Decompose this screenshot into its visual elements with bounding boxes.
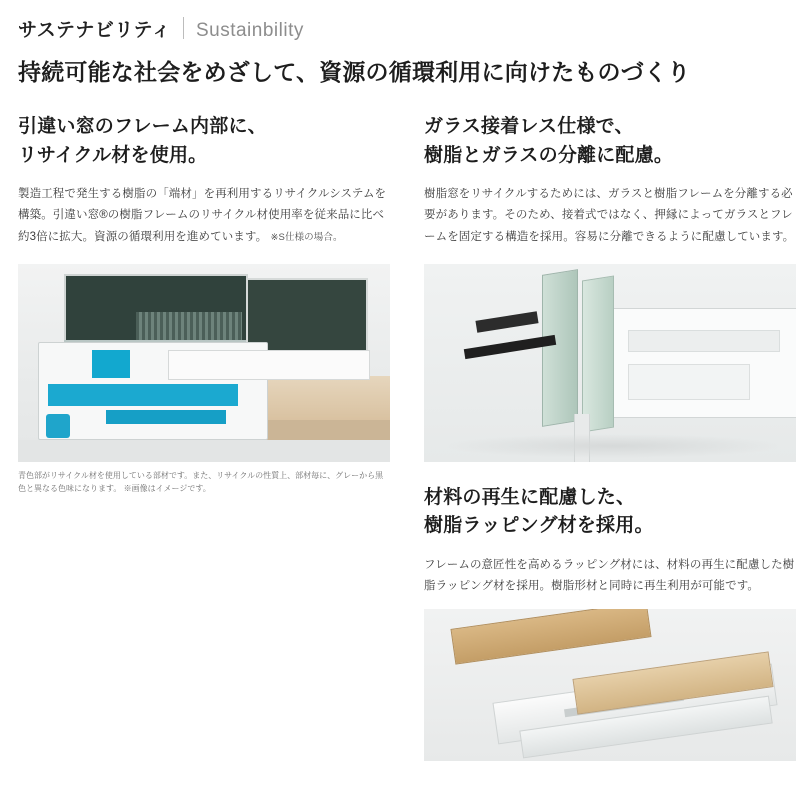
section-1-title-line1: 引違い窓のフレーム内部に、 [18, 116, 267, 137]
header-title-jp: サステナビリティ [18, 20, 171, 41]
figure1-hatch-detail [136, 312, 242, 342]
section-3-title-line1: 材料の再生に配慮した、 [424, 486, 636, 508]
figure2-shadow [448, 434, 778, 458]
section-2-figure [424, 264, 796, 462]
column-right [424, 113, 796, 761]
section-2-title [424, 113, 796, 170]
header-title-en: Sustainbility [195, 20, 304, 41]
content-columns [18, 113, 795, 761]
figure2-resin-frame [610, 308, 796, 418]
figure2-glass-pane-2 [582, 275, 614, 432]
header-divider [183, 17, 184, 39]
figure1-recycled-part-4 [106, 410, 226, 424]
figure1-recycled-part-3 [46, 414, 70, 438]
section-1-figure-caption: 青色部がリサイクル材を使用している部材です。また、リサイクルの性質上、部材毎に、グレーから黒色と異なる色味になります。 ※画像はイメージです。 [18, 470, 384, 493]
figure1-floor [18, 440, 390, 462]
page-headline: 持続可能な社会をめざして、資源の循環利用に向けたものづくり [18, 59, 691, 85]
figure2-frame-cavity-1 [628, 330, 780, 352]
figure2-glass-pane-1 [542, 269, 578, 427]
section-1-figure [18, 264, 390, 495]
column-left [18, 113, 390, 761]
wrapping-material-image [424, 609, 796, 761]
section-1-body-note: ※S仕様の場合。 [270, 231, 343, 243]
section-2-body: 樹脂窓をリサイクルするためには、ガラスと樹脂フレームを分離する必要があります。そのため、接着式ではなく、押縁によってガラスとフレームを固定する構造を採用。容易に分離できるように配慮しています。 [424, 188, 795, 243]
figure1-recycled-part-1 [92, 350, 130, 378]
section-1-body-text: 製造工程で発生する樹脂の「端材」を再利用するリサイクルシステムを構築。引違い窓®の樹脂フレームのリサイクル材使用率を従来品に比べ約3倍に拡大。資源の循環利用を進めています。 [18, 188, 387, 243]
section-3-title-line2: 樹脂ラッピング材を採用。 [424, 515, 654, 537]
page-header [18, 14, 782, 42]
section-3-body: フレームの意匠性を高めるラッピング材には、材料の再生に配慮した樹脂ラッピング材を採用。樹脂形材と同時に再生利用が可能です。 [424, 558, 795, 593]
glass-frame-section-image [424, 264, 796, 462]
section-1-title-line2: リサイクル材を使用。 [18, 144, 208, 166]
figure1-white-sill [168, 350, 370, 380]
section-1-title [18, 113, 390, 170]
figure2-frame-cavity-2 [628, 364, 750, 400]
section-3-title [424, 484, 796, 541]
figure1-recycled-part-2 [48, 384, 238, 406]
section-2-title-line2: 樹脂とガラスの分離に配慮。 [424, 144, 674, 166]
section-1-body [18, 184, 390, 248]
window-cross-section-image [18, 264, 390, 462]
section-2-title-line1: ガラス接着レス仕様で、 [424, 116, 634, 137]
